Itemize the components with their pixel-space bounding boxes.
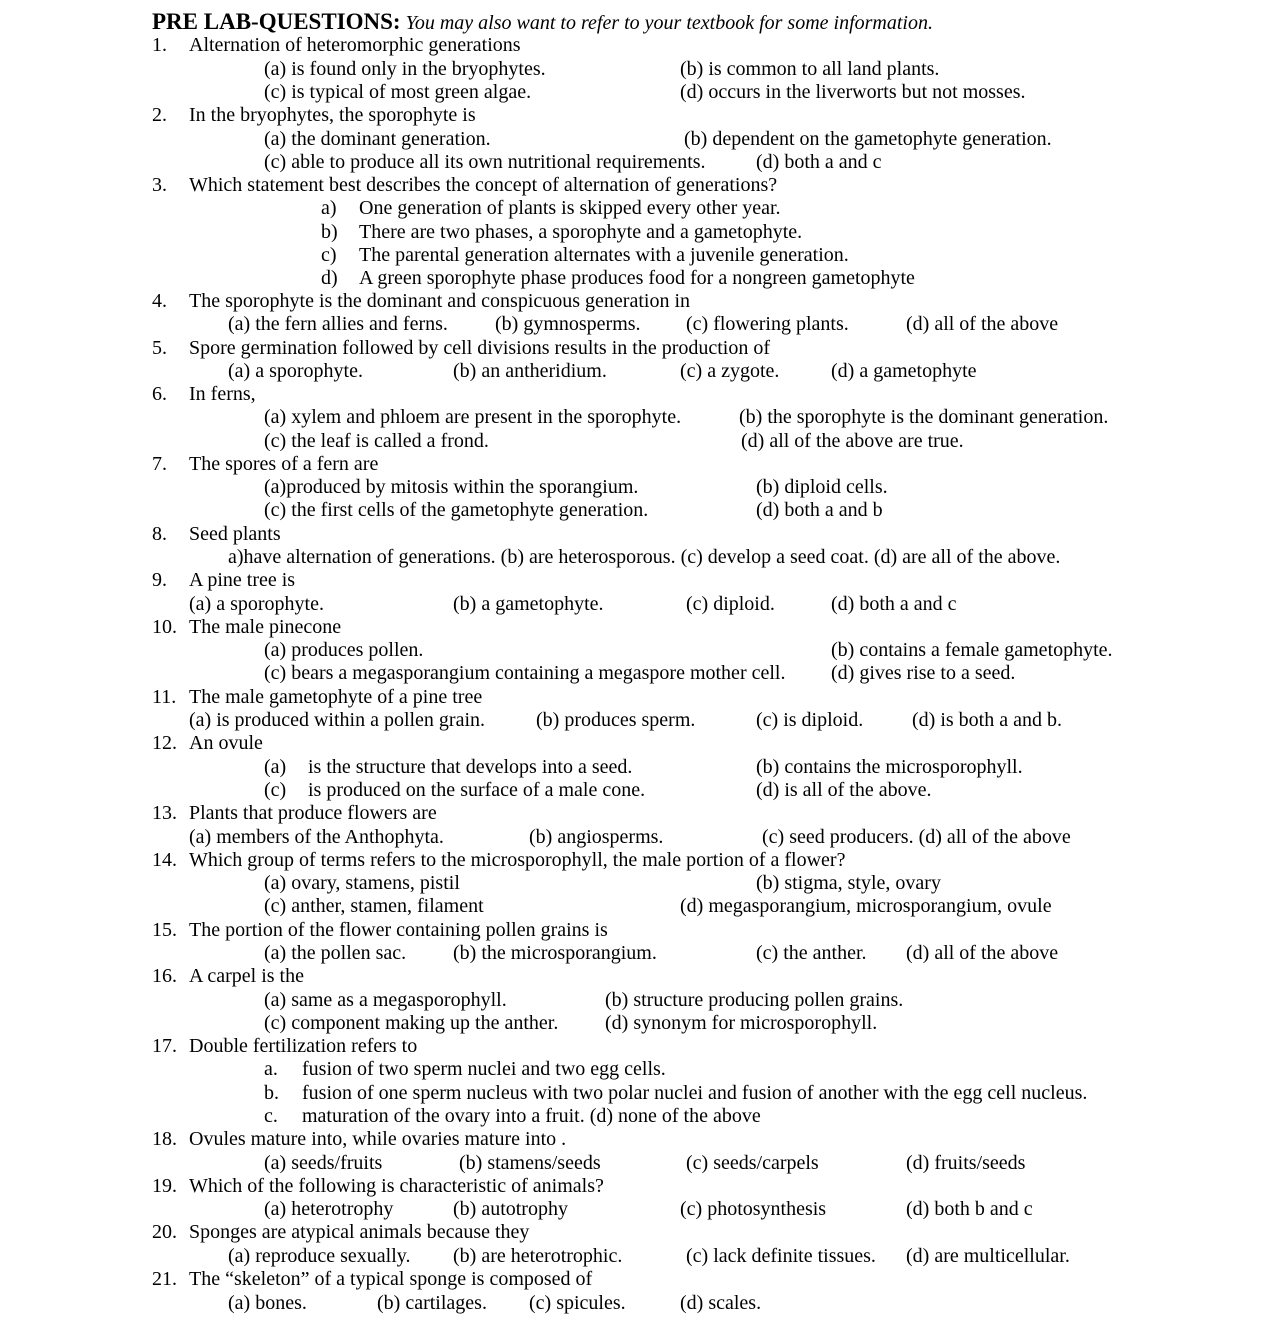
option: (a) ovary, stamens, pistil — [264, 872, 460, 894]
option: (b) diploid cells. — [756, 476, 888, 498]
option-letter: d) — [321, 267, 338, 289]
question-number: 7. — [152, 453, 167, 475]
question-number: 4. — [152, 290, 167, 312]
option: (c) the anther. — [756, 942, 867, 964]
question-stem: An ovule — [189, 732, 263, 754]
option: (d) are multicellular. — [906, 1245, 1070, 1267]
option: maturation of the ovary into a fruit. (d) none of the above — [302, 1105, 761, 1127]
option: (d) all of the above — [906, 313, 1059, 335]
option-letter: (c) — [264, 779, 287, 801]
option: (b) stamens/seeds — [459, 1152, 601, 1174]
option: The parental generation alternates with a juvenile generation. — [359, 244, 849, 266]
option: (b) stigma, style, ovary — [756, 872, 941, 894]
option: (d) all of the above are true. — [741, 430, 964, 452]
question-stem: Plants that produce flowers are — [189, 802, 437, 824]
option: (d) a gametophyte — [831, 360, 977, 382]
option: (a) heterotrophy — [264, 1198, 394, 1220]
option: (b) produces sperm. — [536, 709, 696, 731]
question-number: 11. — [152, 686, 177, 708]
option: (d) both a and b — [756, 499, 883, 521]
question-number: 12. — [152, 732, 177, 754]
option: fusion of two sperm nuclei and two egg cells. — [302, 1058, 666, 1080]
option: (b) contains the microsporophyll. — [756, 756, 1023, 778]
option: (a) bones. — [228, 1292, 307, 1314]
option: (d) gives rise to a seed. — [831, 662, 1016, 684]
option: (d) occurs in the liverworts but not mosses. — [680, 81, 1026, 103]
option: (c) the leaf is called a frond. — [264, 430, 489, 452]
option-letter: c) — [321, 244, 337, 266]
option: (c) the first cells of the gametophyte generation. — [264, 499, 649, 521]
question-stem: The portion of the flower containing pollen grains is — [189, 919, 608, 941]
option: (c) seed producers. (d) all of the above — [762, 826, 1071, 848]
page-header — [152, 8, 933, 36]
question-number: 17. — [152, 1035, 177, 1057]
option: (a) reproduce sexually. — [228, 1245, 411, 1267]
option: (a) the pollen sac. — [264, 942, 407, 964]
option: (d) megasporangium, microsporangium, ovule — [680, 895, 1052, 917]
question-number: 14. — [152, 849, 177, 871]
question-number: 2. — [152, 104, 167, 126]
option: (d) fruits/seeds — [906, 1152, 1026, 1174]
question-number: 8. — [152, 523, 167, 545]
header-note: You may also want to refer to your textbook for some information. — [405, 12, 933, 34]
option: (d) both b and c — [906, 1198, 1033, 1220]
option: (c) bears a megasporangium containing a megaspore mother cell. — [264, 662, 786, 684]
option: (a)produced by mitosis within the sporangium. — [264, 476, 639, 498]
option: (b) a gametophyte. — [453, 593, 604, 615]
question-stem: The spores of a fern are — [189, 453, 379, 475]
option: (d) is all of the above. — [756, 779, 932, 801]
option: (b) are heterotrophic. — [453, 1245, 623, 1267]
question-number: 21. — [152, 1268, 177, 1290]
option: (a) seeds/fruits — [264, 1152, 383, 1174]
question-stem: In the bryophytes, the sporophyte is — [189, 104, 476, 126]
question-stem: Double fertilization refers to — [189, 1035, 418, 1057]
option-letter: a. — [264, 1058, 278, 1080]
option: a)have alternation of generations. (b) are heterosporous. (c) develop a seed coat. (d) are all of the above. — [228, 546, 1061, 568]
option: (c) component making up the anther. — [264, 1012, 559, 1034]
option: (c) spicules. — [529, 1292, 626, 1314]
option-letter: (a) — [264, 756, 287, 778]
option: (d) both a and c — [831, 593, 957, 615]
option: (b) the sporophyte is the dominant generation. — [739, 406, 1109, 428]
question-stem: Ovules mature into, while ovaries mature into . — [189, 1128, 567, 1150]
question-stem: Sponges are atypical animals because they — [189, 1221, 530, 1243]
question-number: 15. — [152, 919, 177, 941]
option: (c) lack definite tissues. — [686, 1245, 876, 1267]
option: (b) is common to all land plants. — [680, 58, 940, 80]
option: (a) is found only in the bryophytes. — [264, 58, 546, 80]
option: (a) xylem and phloem are present in the sporophyte. — [264, 406, 682, 428]
option-letter: b. — [264, 1082, 279, 1104]
option: A green sporophyte phase produces food for a nongreen gametophyte — [359, 267, 915, 289]
option: (d) scales. — [680, 1292, 762, 1314]
option: (c) seeds/carpels — [686, 1152, 819, 1174]
option: (c) anther, stamen, filament — [264, 895, 484, 917]
option: is produced on the surface of a male cone. — [308, 779, 646, 801]
option: (c) photosynthesis — [680, 1198, 827, 1220]
option: (c) flowering plants. — [686, 313, 849, 335]
option: (b) angiosperms. — [529, 826, 664, 848]
option-letter: c. — [264, 1105, 278, 1127]
question-number: 6. — [152, 383, 167, 405]
option: There are two phases, a sporophyte and a gametophyte. — [359, 221, 803, 243]
question-stem: The male gametophyte of a pine tree — [189, 686, 483, 708]
option: (b) cartilages. — [377, 1292, 487, 1314]
option: (b) an antheridium. — [453, 360, 607, 382]
question-stem: Alternation of heteromorphic generations — [189, 34, 521, 56]
option: One generation of plants is skipped every other year. — [359, 197, 781, 219]
question-number: 10. — [152, 616, 177, 638]
option: (d) synonym for microsporophyll. — [605, 1012, 878, 1034]
option: (c) is typical of most green algae. — [264, 81, 532, 103]
option: (b) dependent on the gametophyte generation. — [684, 128, 1052, 150]
question-stem: The male pinecone — [189, 616, 342, 638]
option: fusion of one sperm nucleus with two polar nuclei and fusion of another with the egg cell nucleus. — [302, 1082, 1088, 1104]
question-number: 20. — [152, 1221, 177, 1243]
question-number: 16. — [152, 965, 177, 987]
question-number: 3. — [152, 174, 167, 196]
option-letter: b) — [321, 221, 338, 243]
question-stem: Spore germination followed by cell divisions results in the production of — [189, 337, 771, 359]
option: (a) the fern allies and ferns. — [228, 313, 448, 335]
option: (c) is diploid. — [756, 709, 864, 731]
option: (a) produces pollen. — [264, 639, 424, 661]
question-stem: A carpel is the — [189, 965, 304, 987]
question-stem: Seed plants — [189, 523, 281, 545]
option: (a) a sporophyte. — [189, 593, 324, 615]
option: (b) structure producing pollen grains. — [605, 989, 904, 1011]
header-title: PRE LAB-QUESTIONS: — [152, 9, 401, 34]
option: (a) a sporophyte. — [228, 360, 363, 382]
question-stem: Which group of terms refers to the microsporophyll, the male portion of a flower? — [189, 849, 846, 871]
question-number: 18. — [152, 1128, 177, 1150]
question-stem: A pine tree is — [189, 569, 296, 591]
question-number: 1. — [152, 34, 167, 56]
option: (c) diploid. — [686, 593, 775, 615]
question-stem: The “skeleton” of a typical sponge is composed of — [189, 1268, 593, 1290]
question-stem: Which statement best describes the concept of alternation of generations? — [189, 174, 778, 196]
option: (a) same as a megasporophyll. — [264, 989, 507, 1011]
option: (a) is produced within a pollen grain. — [189, 709, 486, 731]
option: (b) autotrophy — [453, 1198, 568, 1220]
question-stem: Which of the following is characteristic of animals? — [189, 1175, 604, 1197]
option: (b) contains a female gametophyte. — [831, 639, 1113, 661]
question-stem: In ferns, — [189, 383, 256, 405]
question-number: 13. — [152, 802, 177, 824]
option: (b) the microsporangium. — [453, 942, 657, 964]
question-number: 5. — [152, 337, 167, 359]
option: (d) all of the above — [906, 942, 1059, 964]
question-stem: The sporophyte is the dominant and conspicuous generation in — [189, 290, 691, 312]
question-number: 19. — [152, 1175, 177, 1197]
question-number: 9. — [152, 569, 167, 591]
option: (d) is both a and b. — [912, 709, 1062, 731]
option: is the structure that develops into a seed. — [308, 756, 633, 778]
option: (a) the dominant generation. — [264, 128, 491, 150]
option: (d) both a and c — [756, 151, 882, 173]
option: (b) gymnosperms. — [495, 313, 641, 335]
option: (a) members of the Anthophyta. — [189, 826, 444, 848]
option-letter: a) — [321, 197, 337, 219]
option: (c) able to produce all its own nutritional requirements. — [264, 151, 706, 173]
option: (c) a zygote. — [680, 360, 780, 382]
